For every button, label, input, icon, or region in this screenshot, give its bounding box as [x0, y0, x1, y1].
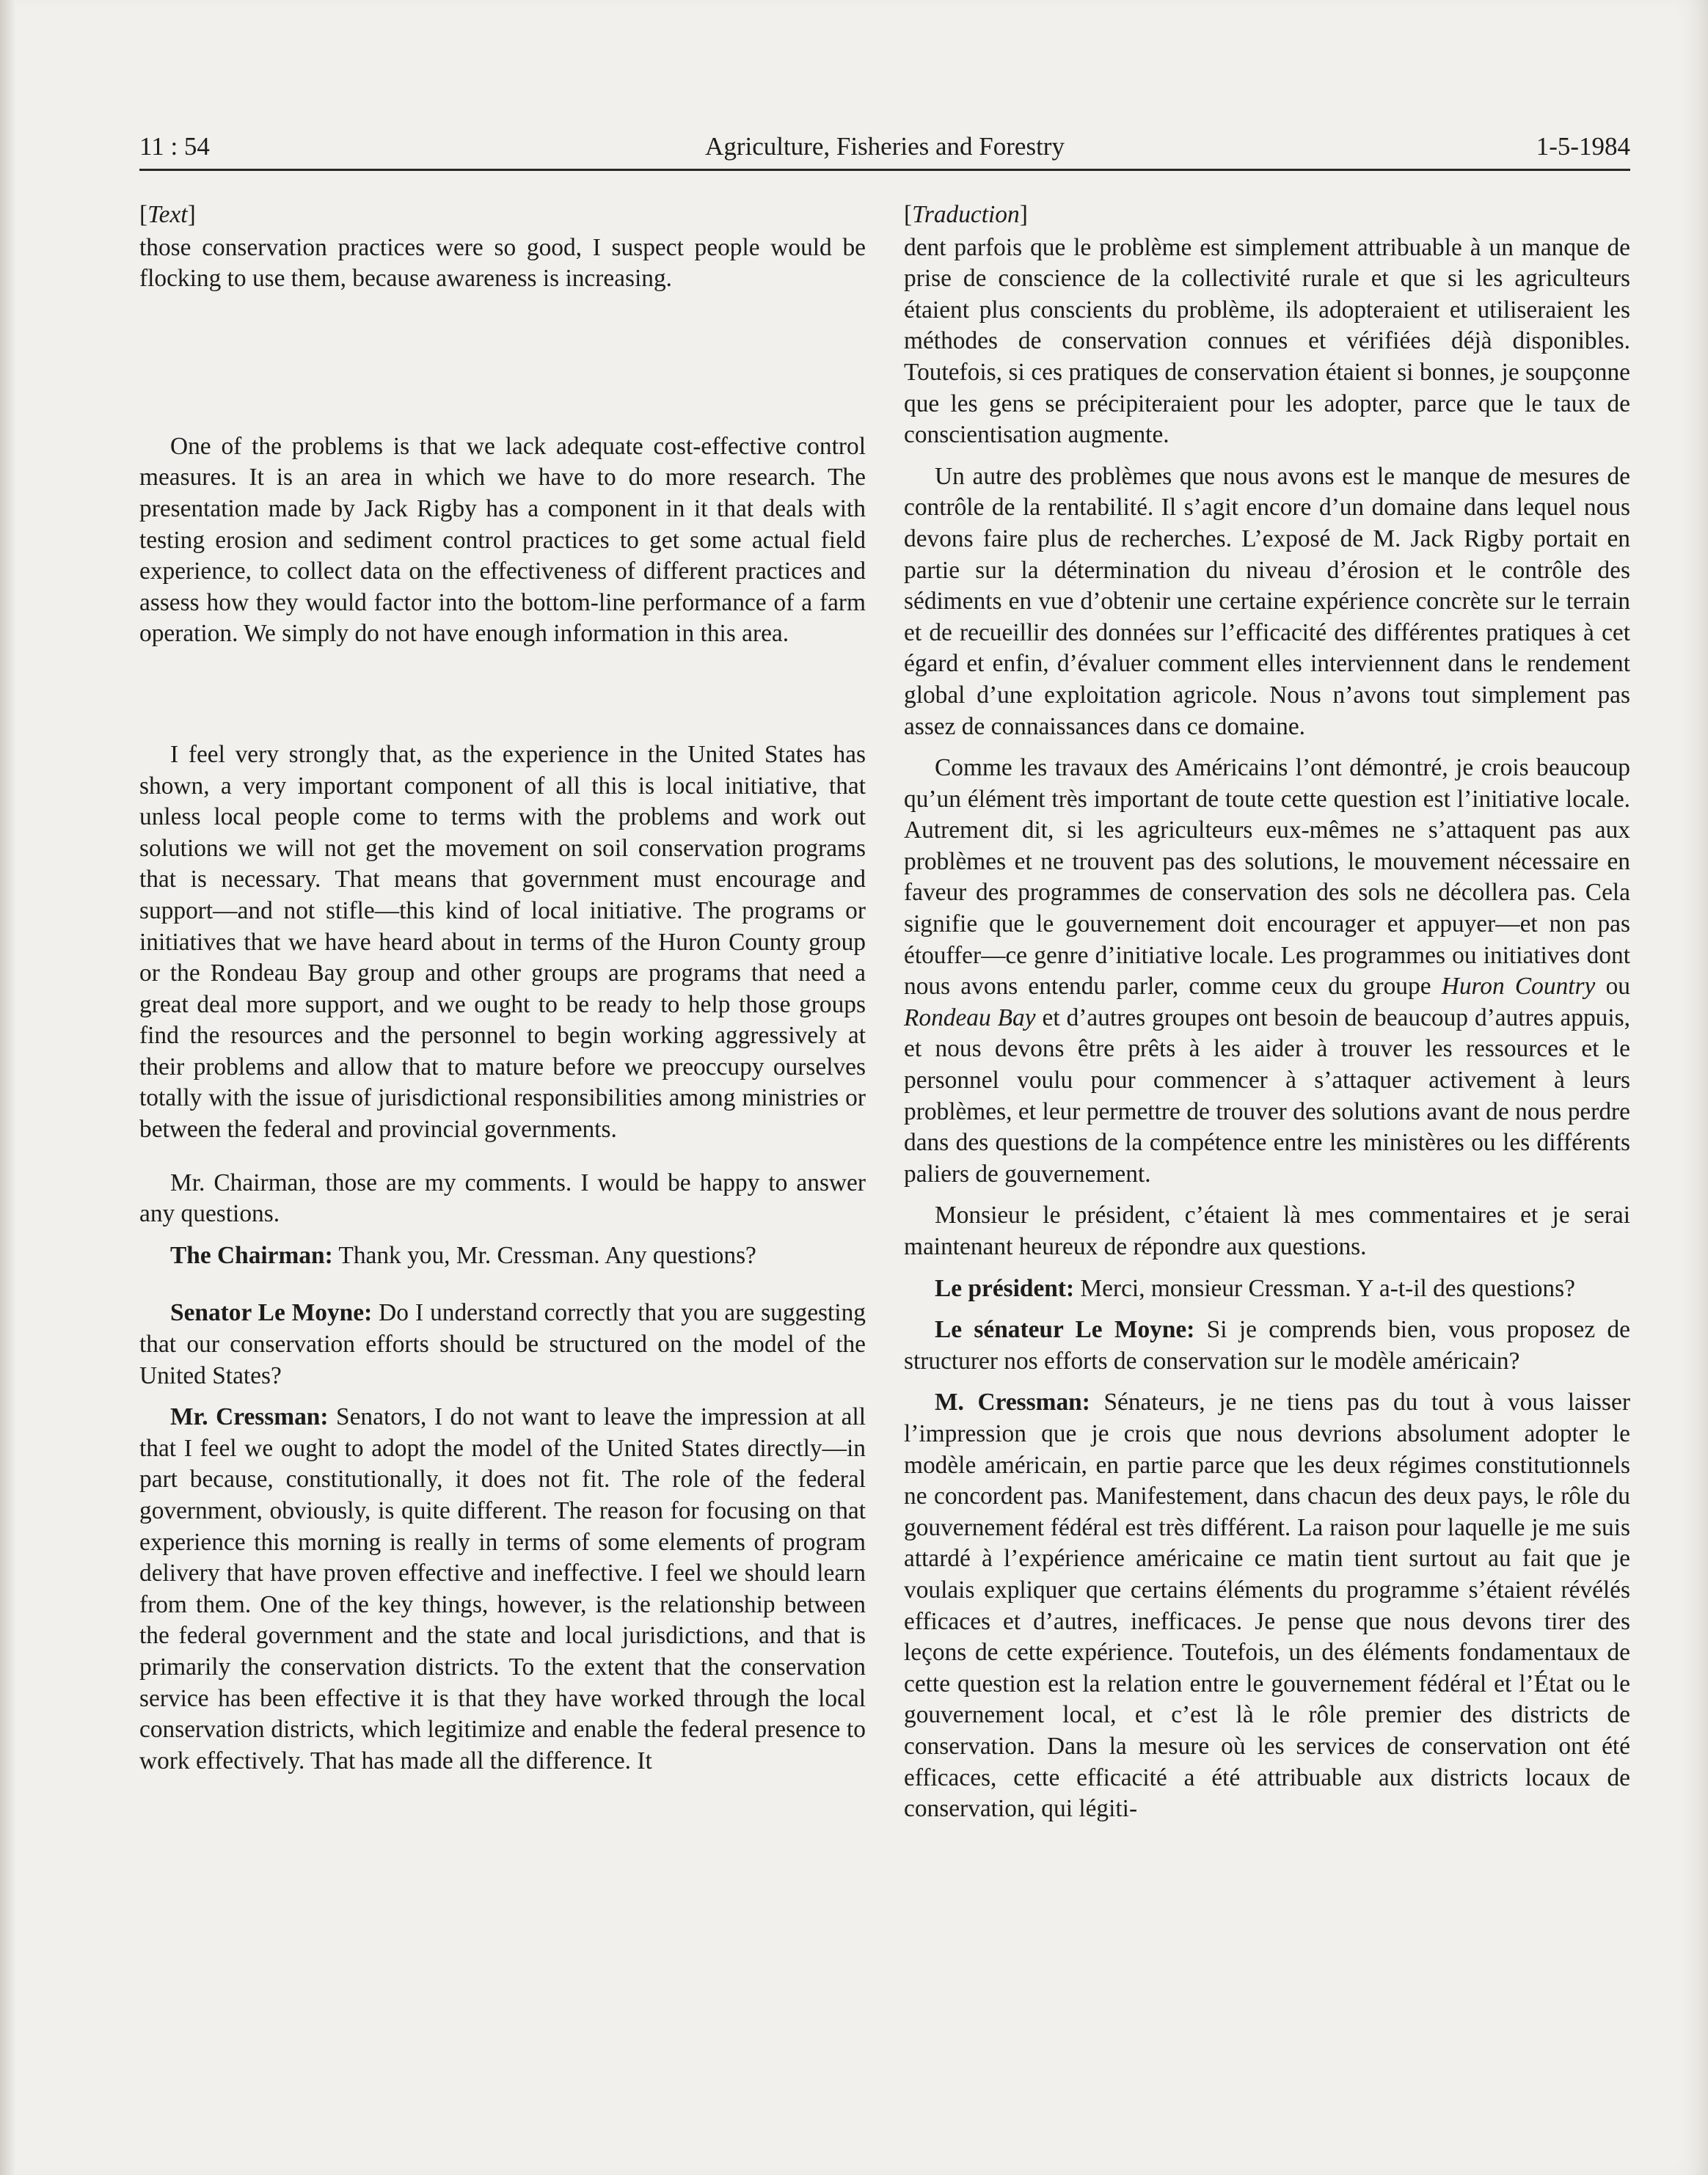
speaker-paragraph: Le président: Merci, monsieur Cressman. Y a-t-il des questions?	[935, 1274, 1575, 1302]
speaker-paragraph: Senator Le Moyne: Do I understand correctly that you are suggesting that our conservation efforts should be structured on the model of the United States?	[139, 1299, 866, 1389]
speaker-paragraph: Mr. Cressman: Senators, I do not want to leave the impression at all that I feel we ought to adopt the model of the United States directly—in part because, constitutionally, it does not fit. The role of the federal government, obviously, is quite different. The reason for focusing on that experience this morning is really in terms of some elements of program delivery that have proven effective and ineffective. I feel we should learn from them. One of the key things, however, is the relationship between the federal government and the state and local jurisdictions, and that is primarily the conservation districts. To the extent that the conservation service has been effective it is that they have worked through the local conservation districts, which legitimize and enable the federal presence to work effectively. That has made all the difference. It	[139, 1403, 866, 1774]
running-title: Agriculture, Fisheries and Forestry	[705, 132, 1065, 161]
english-column	[139, 200, 866, 1777]
paragraph: dent parfois que le problème est simplement attribuable à un manque de prise de conscience de la collectivité rurale et que si les agriculteurs étaient plus conscients du problème, ils adopteraient et utiliseraient les méthodes de conservation connues et vérifiées déjà disponibles. Toutefois, si ces pratiques de conservation étaient si bonnes, je soupçonne que les gens se précipiteraient pour les adopter, parce que le taux de conscientisation augmente.	[904, 233, 1630, 449]
speaker-name: M. Cressman:	[935, 1389, 1090, 1417]
page-spine-shadow	[0, 0, 16, 2175]
speaker-name: Mr. Cressman:	[170, 1403, 329, 1431]
header-date: 1-5-1984	[1536, 132, 1630, 161]
language-tag-traduction: [Traduction]	[904, 201, 1028, 228]
paragraph: One of the problems is that we lack adequate cost-effective control measures. It is an area in which we have to do more research. The presentation made by Jack Rigby has a component in it that deals with testing erosion and sediment control practices to get some actual field experience, to collect data on the effectiveness of different practices and assess how they would factor into the bottom-line performance of a farm operation. We simply do not have enough information in this area.	[139, 432, 866, 648]
page-number: 11 : 54	[139, 132, 210, 161]
speaker-paragraph: The Chairman: Thank you, Mr. Cressman. Any questions?	[170, 1241, 756, 1269]
speaker-name: Le sénateur Le Moyne:	[935, 1316, 1195, 1344]
page-header	[139, 131, 1630, 171]
paragraph: Mr. Chairman, those are my comments. I would be happy to answer any questions.	[139, 1169, 866, 1228]
french-column	[904, 200, 1630, 1825]
speaker-name: Senator Le Moyne:	[170, 1299, 373, 1327]
paragraph: I feel very strongly that, as the experience in the United States has shown, a very important component of all this is local initiative, that unless local people come to terms with the problems and work out solutions we will not get the movement on soil conservation programs that is necessary. That means that government must encourage and support—and not stifle—this kind of local initiative. The programs or initiatives that we have heard about in terms of the Huron County group or the Rondeau Bay group and other groups are programs that need a great deal more support, and we ought to be ready to help those groups find the resources and the personnel to begin working aggressively at their problems and allow that to mature before we preoccupy ourselves totally with the issue of jurisdictional responsibilities among ministries or between the federal and provincial governments.	[139, 740, 866, 1144]
paragraph: those conservation practices were so good, I suspect people would be flocking to use them, because awareness is increasing.	[139, 233, 866, 293]
speaker-name: The Chairman:	[170, 1241, 333, 1269]
speaker-name: Le président:	[935, 1274, 1075, 1302]
paragraph: Monsieur le président, c’étaient là mes commentaires et je serai maintenant heureux de répondre aux questions.	[904, 1202, 1630, 1260]
speaker-paragraph: Le sénateur Le Moyne: Si je comprends bien, vous proposez de structurer nos efforts de conservation sur le modèle américain?	[904, 1316, 1630, 1375]
paragraph: Comme les travaux des Américains l’ont démontré, je crois beaucoup qu’un élément très important de toute cette question est l’initiative locale. Autrement dit, si les agriculteurs eux-mêmes ne s’attaquent pas aux problèmes et ne trouvent pas des solutions, le mouvement nécessaire en faveur des programmes de conservation des sols ne décollera pas. Cela signifie que le gouvernement doit encourager et appuyer—et non pas étouffer—ce genre d’initiative locale. Les programmes ou initiatives dont nous avons entendu parler, comme ceux du groupe Huron Country ou Rondeau Bay et d’autres groupes ont besoin de beaucoup d’autres appuis, et nous devons être prêts à les aider à trouver les ressources et le personnel voulu pour commencer à s’attaquer activement à leurs problèmes, et leur permettre de trouver des solutions avant de nous perdre dans des questions de la compétence entre les ministères ou les différents paliers de gouvernement.	[904, 754, 1630, 1188]
speaker-paragraph: M. Cressman: Sénateurs, je ne tiens pas du tout à vous laisser l’impression que je crois que nous devrions absolument adopter le modèle américain, en partie parce que les deux régimes constitutionnels ne concordent pas. Manifestement, dans chacun des deux pays, le rôle du gouvernement fédéral est très différent. La raison pour laquelle je me suis attardé à l’expérience américaine ce matin tient surtout au fait que je voulais expliquer que certains éléments du programme s’étaient révélés efficaces et d’autres, inefficaces. Je pense que nous devons tirer des leçons de cette expérience. Toutefois, un des éléments fondamentaux de cette question est la relation entre le gouvernement fédéral et l’État ou le gouvernement local, et c’est là le rôle premier des districts de conservation. Dans la mesure où les services de conservation ont été efficaces, cette efficacité a été attribuable aux districts locaux de conservation, qui légiti-	[904, 1389, 1630, 1823]
paragraph: Un autre des problèmes que nous avons est le manque de mesures de contrôle de la rentabilité. Il s’agit encore d’un domaine dans lequel nous devons faire plus de recherches. L’exposé de M. Jack Rigby portait en partie sur la détermination du niveau d’érosion et le contrôle des sédiments en vue d’obtenir une certaine expérience concrète sur le terrain et de recueillir des données sur l’efficacité des différentes pratiques à cet égard et enfin, d’évaluer comment elles interviennent dans le rendement global d’une exploitation agricole. Nous n’avons tout simplement pas assez de connaissances dans ce domaine.	[904, 462, 1630, 740]
language-tag-text: [Text]	[139, 201, 196, 228]
